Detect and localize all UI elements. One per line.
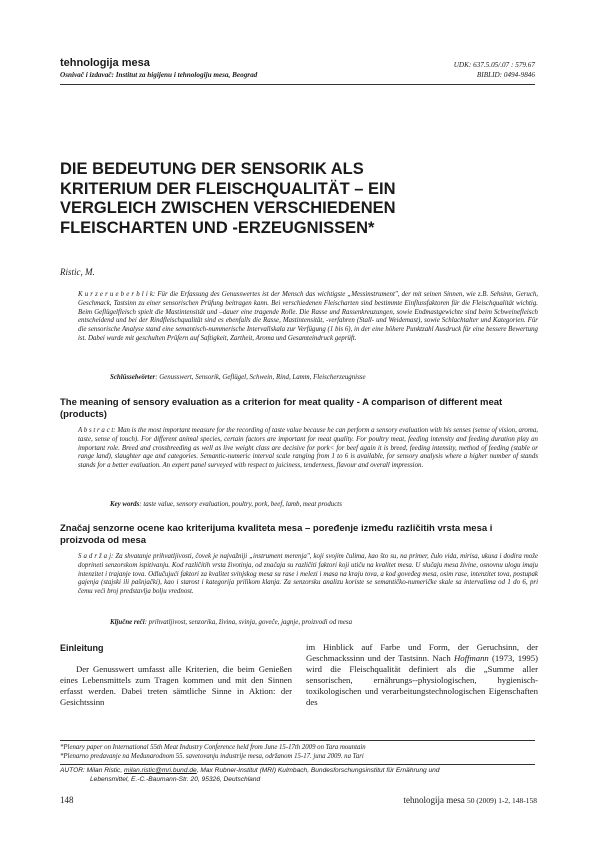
serbian-title: Značaj senzorne ocene kao kriterijuma kvaliteta mesa – poređenje između različitih vrsta mesa i proizvoda od mesa — [60, 523, 493, 546]
serbian-keywords — [110, 619, 352, 626]
english-keywords-text: : taste value, sensory evaluation, poultry, pork, beef, lamb, meat products — [139, 501, 342, 508]
serbian-keywords-text: : prihvatljivost, senzorika, živina, svinja, goveče, jagnje, proizvodi od mesa — [144, 619, 353, 626]
german-keywords — [110, 374, 366, 381]
footer-journal: tehnologija mesa — [403, 795, 465, 805]
publisher-line: Osnivač i izdavač: Institut za higijenu i tehnologiju mesa, Beograd — [60, 71, 258, 79]
english-abstract — [78, 427, 538, 471]
author-affiliation — [60, 766, 540, 784]
title-line-1: DIE BEDEUTUNG DER SENSORIK ALS — [60, 160, 364, 178]
body-paragraph-right-b: (1973, 1995) wird die Fleischqualität definiert als die „Summe aller sensorischen, ernährungs--physiologischen, hygienisch-toxikologischen und verarbeitungstechnologischen Eigenschaften des — [306, 653, 539, 707]
header-rule — [60, 84, 535, 85]
german-keywords-label: Schlüsselwörter — [110, 374, 156, 381]
title-line-3: VERGLEICH ZWISCHEN VERSCHIEDENEN — [60, 199, 396, 217]
section-heading: Einleitung — [60, 643, 104, 653]
footer-volume: 50 (2009) 1-2, 148-158 — [467, 796, 537, 805]
biblid-code: BIBLID: 0494-9846 — [476, 71, 535, 79]
footnote-serbian: *Plenarno predavanje na Međunarodnom 55. savetovanju industrije mesa, održanom 15-17. juna 2009. na Tari — [60, 753, 364, 760]
page-number: 148 — [60, 795, 74, 805]
serbian-keywords-label: Ključne reči — [110, 619, 145, 626]
serbian-abstract — [78, 553, 538, 597]
udk-code: UDK: 637.5.05/.07 : 579.67 — [453, 61, 535, 69]
body-right-column — [306, 642, 538, 708]
english-keywords-label: Key words — [110, 501, 140, 508]
author-affiliation-line2: Lebensmittel, E.-C.-Baumann-Str. 20, 95326, Deutschland — [90, 776, 261, 783]
author-affiliation-prefix: AUTOR: Milan Ristic, — [60, 767, 124, 774]
author-rule — [60, 764, 535, 765]
footnote-rule — [60, 740, 535, 741]
footer-citation — [404, 795, 537, 805]
author-name: Ristic, M. — [60, 267, 95, 277]
english-title: The meaning of sensory evaluation as a criterion for meat quality - A comparison of different meat (products) — [60, 397, 503, 420]
author-affiliation-suffix: , Max Rubner-Institut (MRI) Kulmbach, Bundesforschungsinstitut für Ernährung und — [196, 767, 440, 774]
german-abstract — [78, 291, 538, 344]
author-email-link[interactable]: milan.ristic@mri.bund.de — [124, 767, 197, 774]
german-abstract-text: K u r z e r u e b e r b l i k: Für die Erfassung des Genusswertes ist der Mensch das wichtigste „Messinstrument", der mit seinen Sinnen, wie z.B. Sehsinn, Geruch, Geschmack, Tastsinn zu einer sensorischen Prüfung beitragen kann. Bei verschiedenen Fleischarten sind bestimmte Einflussfaktoren für die Fleischqualität wichtig. Beim Geflügelfleisch spielt die Mastintensität und –dauer eine tragende Rolle. Die Rasse und Rassenkreuzungen, sowie Endmastgewichte sind beim Schweinefleisch entscheidend und bei der Rindfleischqualität sind es ebenfalls die Rasse, Mastintensität, -verfahren (Stall- und Weidemast), sowie Schlachtalter und Kategorien. Für die sensorische Analyse stand eine semantisch-nummerische Intervallskala zur Verfügung (1 bis 6), in der eine höhere Punktzahl Ausdruck für eine bessere Bewertung ist. Dabei wurde mit geschulten Prüfern auf Saftigkeit, Zartheit, Aroma und Gesamteindruck geprüft. — [78, 291, 538, 342]
english-abstract-text: A b s t r a c t: Man is the most important measure for the recording of taste value because he can perform a sensory evaluation with his senses (sense of vision, aroma, taste, sense of touch). For different animal species, certain factors are important for meat quality. For poultry meat, feeding intensity and feeding duration play an important role. Breed and crossbreeding as well as live weight class are decisive for pork< for beef again it is breed, feeding intensity, method of feeding (stable or range land), slaughter age and categories. Semantic-numeric interval scale ranging from 1 to 6 is available, for sensory analysis where a higher number of stands stands for a better evaluation. An expert panel surveyed with respect to juiciness, tenderness, flavour and overall impression. — [78, 427, 538, 470]
title-line-4: FLEISCHARTEN UND -ERZEUGNISSEN* — [60, 218, 375, 237]
article-title — [60, 160, 535, 238]
body-paragraph-left: Der Genusswert umfasst alle Kriterien, die beim Genießen eines Lebensmittels zum Tragen kommen und mit den Sinnen erfasst werden. Dabei treten sämtliche Sinne in Aktion: der Gesichtssinn — [60, 664, 292, 707]
title-line-2: KRITERIUM DER FLEISCHQUALITÄT – EIN — [60, 179, 396, 198]
footnote-english: *Plenary paper on International 55th Meat Industry Conference held from June 15-17th 2009 on Tara mountain — [60, 744, 366, 751]
body-left-column — [60, 643, 292, 708]
english-keywords — [110, 501, 342, 508]
journal-name: tehnologija mesa — [60, 57, 150, 69]
cited-author: Hoffmann — [454, 653, 489, 663]
body-paragraph-right-a: im Hinblick auf Farbe und Form, der Geruchsinn, der Geschmackssinn und der Tastsinn. Nach — [306, 642, 538, 663]
german-keywords-text: : Genusswert, Sensorik, Geflügel, Schwein, Rind, Lamm, Fleischerzeugnisse — [155, 374, 366, 381]
serbian-abstract-text: S a d r ž a j: Za shvatanje prihvatljivosti, čovek je najvažniji „instrument merenja", koji svojim čulima, kao što su, na primer, čulo vida, mirisa, ukusa i dodira može doprineti senzorskom ispitivanju. Kod različitih vrsta životinja, od značaja su različiti faktori koji utiču na kvalitet mesa. U slučaju mesa živine, osnovnu ulogu imaju intenzitet i trajanje tova. Odlučujući faktori za kvalitet svinjskog mesa su rase i melezi i masa na kraju tova, a kod goveđeg mesa, osim rase, intenzitet tova, postupak gajenja (stajski ili pašnjački), kao i starost i kategorija prilikom klanja. Za senzorsku analizu koriste se semantičko-numeričke skale sa intervalima od 1 do 6, pri čemu veći broj predstavlja bolju vrednost. — [78, 553, 538, 596]
